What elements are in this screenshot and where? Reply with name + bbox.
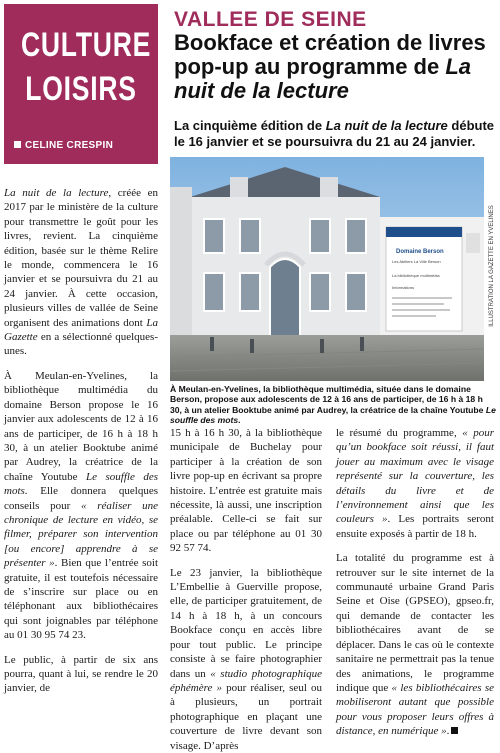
standfirst: La cinquième édition de La nuit de la lecture débute le 16 janvier et se poursuivra du 21 au 24 janvier. bbox=[174, 118, 495, 149]
paragraph: À Meulan-en-Yvelines, la bibliothèque multimédia du domaine Berson propose le 16 janvier aux adolescents de 12 à 16 ans de participer, de 16 h à 18 h 30, à un atelier Booktube animé par Audrey, la créatrice de la chaîne Youtube Le souffle des mots. Elle donnera quelques conseils pour « réaliser une chronique de lecture en vidéo, se filmer, préparer son intervention [ou encore] apprendre à se présenter ». Bien que l’entrée soit gratuite, il est toutefois nécessaire de s’inscrire sur place ou en téléphonant aux bibliothécaires qui sont joignables par téléphone au 01 30 95 74 23. bbox=[4, 369, 159, 642]
sign-subtitle: Les Ateliers La Ville Berson bbox=[392, 259, 441, 264]
photo-credit: ILLUSTRATION LA GAZETTE EN YVELINES bbox=[489, 205, 495, 327]
sign-title: Domaine Berson bbox=[396, 249, 444, 255]
paragraph: Le public, à partir de six ans pourra, quant à lui, se rendre le 20 janvier, de bbox=[4, 653, 158, 695]
paragraph: La totalité du programme est à retrouver sur le site internet de la communauté urbaine Grand Paris Seine et Oise (GPSEO), gpseo.fr, qui demande de contacter les bibliothécaires avant de se déplacer. Dans le cas où le contexte sanitaire ne permettrait pas la tenue des animations, le programme indique que « les bibliothécaires se mobiliseront autant que possible pour vous proposer leurs offres à distance, en numérique ». bbox=[336, 552, 494, 738]
square-bullet-icon bbox=[14, 141, 21, 148]
paragraph: 15 h à 16 h 30, à la bibliothèque municipale de Buchelay pour participer à la création de son livre pop-up en écrivant sa propre histoire. L’entrée est gratuite mais nécessite, là aussi, une inscription préalable. Celle-ci se fait sur place ou par téléphone au 01 30 92 57 74. bbox=[170, 427, 322, 555]
paragraph: La nuit de la lecture, créée en 2017 par le ministère de la culture pour transmettre le goût pour les livres, revient. La cinquième édition, basée sur le thème Relire le monde, commencera le 16 janvier et se poursuivra du 21 au 24 janvier. À cette occasion, plusieurs villes de vallée de Seine organisent des animations dont La Gazette en a sélectionné quelques-unes. bbox=[4, 187, 158, 358]
author-name: CELINE CRESPIN bbox=[25, 140, 114, 151]
paragraph: le résumé du programme, « pour qu’un bookface soit réussi, il faut jouer au maximum avec le visage représenté sur la couverture, les détails du livre et de l’environnement ainsi que les couleurs ». Les portraits seront ensuite exposés à partir de 18 h. bbox=[336, 427, 495, 540]
photo-caption: À Meulan-en-Yvelines, la bibliothèque multimédia, située dans le domaine Berson, propose aux adolescents de 12 à 16 ans de participer, de 16 h à 18 h 30, à un atelier Booktube animé par Audrey, la créatrice de la chaîne Youtube Le souffle des mots. bbox=[170, 384, 496, 426]
sign-line-2: Informations bbox=[392, 285, 415, 290]
end-square-icon bbox=[451, 727, 458, 734]
rubric-word-culture: CULTURE bbox=[20, 26, 152, 64]
author-byline bbox=[14, 140, 113, 151]
sign-line-1: La bibliothèque multimédia bbox=[392, 273, 440, 278]
paragraph: Le 23 janvier, la bibliothèque L’Embellie à Guerville propose, elle, de participer gratuitement, de 14 h à 18 h, à un concours Bookface conçu en accès libre pour tout public. Le principe consiste à se faire photographier dans un « studio photographique éphémère » pour réaliser, seul ou à plusieurs, un portrait photographique en plaçant une couverture de livre devant son visage. D’après bbox=[170, 566, 322, 752]
article-column-1 bbox=[4, 186, 158, 696]
article-column-3 bbox=[336, 426, 494, 739]
library-photo bbox=[170, 157, 484, 381]
article-column-2 bbox=[170, 426, 322, 753]
headline: Bookface et création de livres pop-up au programme de La nuit de la lecture bbox=[174, 30, 486, 103]
kicker: VALLEE DE SEINE bbox=[174, 8, 367, 31]
rubric-word-loisirs: LOISIRS bbox=[25, 70, 137, 108]
